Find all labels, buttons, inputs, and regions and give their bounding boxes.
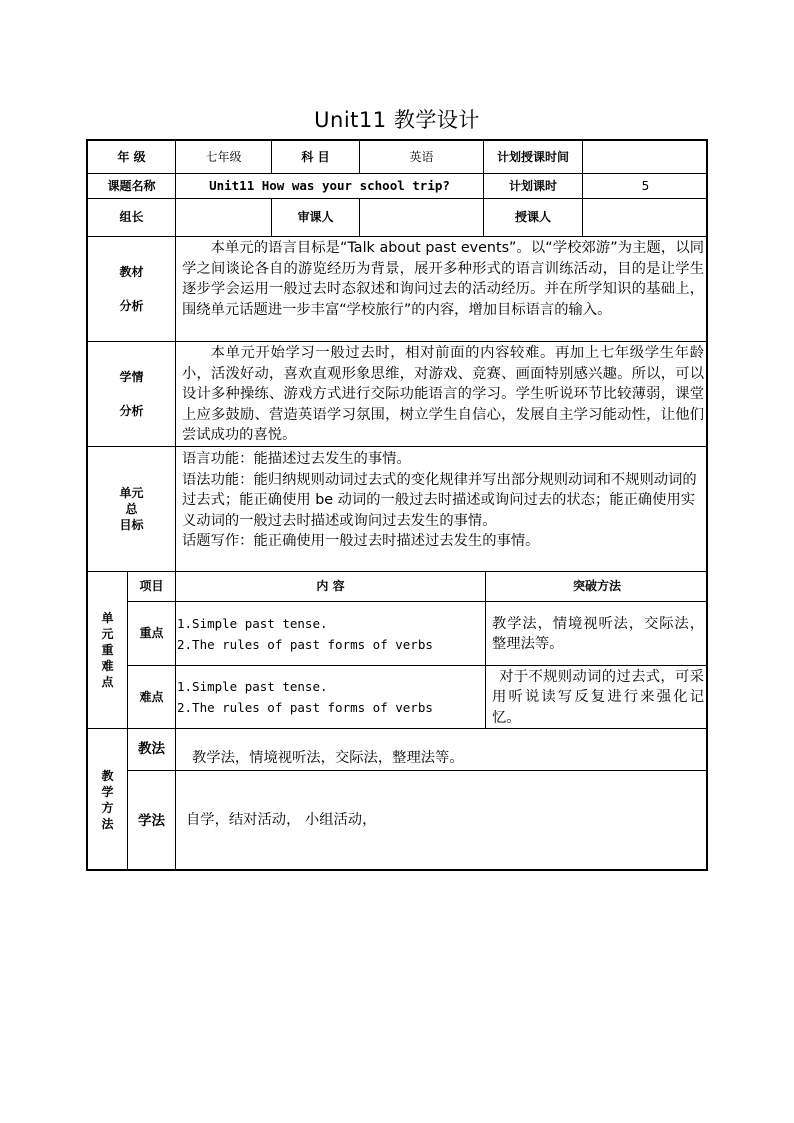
lesson-plan-table bbox=[86, 139, 708, 871]
goals-label-1: 单元 bbox=[119, 486, 144, 500]
learn-method-value: 自学，结对活动， 小组活动， bbox=[186, 812, 377, 829]
topic-value: Unit11 How was your school trip? bbox=[176, 174, 484, 199]
unit-goals-text bbox=[176, 447, 708, 572]
student-analysis-text: 本单元开始学习一般过去时，相对前面的内容较难。再加上七年级学生年龄小，活泼好动，喜欢直观形象思维，对游戏、竞赛、画面特别感兴趣。所以，可以设计多种操练、游戏方式进行交际功能语言的学习。学生听说环节比较薄弱，课堂上应多鼓励、营造英语学习氛围，树立学生自信心，发展自主学习能动性，让他们尝试成功的喜悦。 bbox=[176, 342, 708, 447]
students-label-1: 学情 bbox=[119, 370, 144, 384]
learn-method-label: 学法 bbox=[128, 771, 176, 871]
goal-language: 语言功能：能描述过去发生的事情。 bbox=[182, 451, 411, 467]
plan-time-value bbox=[583, 141, 708, 174]
plan-time-label: 计划授课时间 bbox=[484, 141, 583, 174]
grade-label: 年 级 bbox=[88, 141, 176, 174]
leader-value bbox=[176, 199, 272, 237]
difficulty-label: 难点 bbox=[128, 666, 176, 729]
goal-writing: 话题写作：能正确使用一般过去时描述过去发生的事情。 bbox=[182, 533, 540, 549]
col-method-header: 突破方法 bbox=[486, 572, 708, 602]
material-label-1: 教材 bbox=[119, 265, 144, 279]
teach-method-label: 教法 bbox=[128, 729, 176, 771]
goals-label-3: 目标 bbox=[119, 518, 144, 532]
plan-hours-label: 计划课时 bbox=[484, 174, 583, 199]
teach-method-value: 教学法，情境视听法，交际法，整理法等。 bbox=[176, 729, 708, 771]
teacher-label: 授课人 bbox=[484, 199, 583, 237]
unit-goals-label bbox=[88, 447, 176, 572]
reviewer-label: 审课人 bbox=[272, 199, 360, 237]
subject-label: 科 目 bbox=[272, 141, 360, 174]
leader-label: 组长 bbox=[88, 199, 176, 237]
keypoints-section-label: 单 元 重 难 点 bbox=[88, 572, 128, 729]
goal-grammar: 语法功能：能归纳规则动词过去式的变化规律并写出部分规则动词和不规则动词的过去式；能正确使用 be 动词的一般过去时描述或询问过去的状态；能正确使用实义动词的一般过去时描述或询问过去发生的事情。 bbox=[182, 471, 697, 529]
page-title: Unit11 教学设计 bbox=[314, 108, 480, 132]
material-label-2: 分析 bbox=[119, 299, 144, 313]
teacher-value bbox=[583, 199, 708, 237]
students-label-2: 分析 bbox=[119, 404, 144, 418]
focus-label: 重点 bbox=[128, 602, 176, 666]
reviewer-value bbox=[360, 199, 484, 237]
grade-value: 七年级 bbox=[176, 141, 272, 174]
difficulty-content: 1.Simple past tense. 2.The rules of past forms of verbs bbox=[176, 666, 486, 729]
topic-label: 课题名称 bbox=[88, 174, 176, 199]
col-content-header: 内 容 bbox=[176, 572, 486, 602]
student-analysis-label bbox=[88, 342, 176, 447]
focus-method: 教学法，情境视听法，交际法，整理法等。 bbox=[486, 602, 708, 666]
material-analysis-label bbox=[88, 237, 176, 342]
col-item-header: 项目 bbox=[128, 572, 176, 602]
material-analysis-text: 本单元的语言目标是“Talk about past events”。以“学校郊游”为主题，以同学之间谈论各自的游览经历为背景，展开多种形式的语言训练活动，目的是让学生逐步学会运用一般过去时态叙述和询问过去的活动经历。并在所学知识的基础上，围绕单元话题进一步丰富“学校旅行”的内容，增加目标语言的输入。 bbox=[176, 237, 708, 342]
difficulty-method: 对于不规则动词的过去式，可采用听说读写反复进行来强化记忆。 bbox=[486, 666, 708, 729]
goals-label-2: 总 bbox=[125, 502, 138, 516]
methods-section-label: 教 学 方 法 bbox=[88, 729, 128, 871]
focus-content: 1.Simple past tense. 2.The rules of past forms of verbs bbox=[176, 602, 486, 666]
subject-value: 英语 bbox=[360, 141, 484, 174]
plan-hours-value: 5 bbox=[583, 174, 708, 199]
